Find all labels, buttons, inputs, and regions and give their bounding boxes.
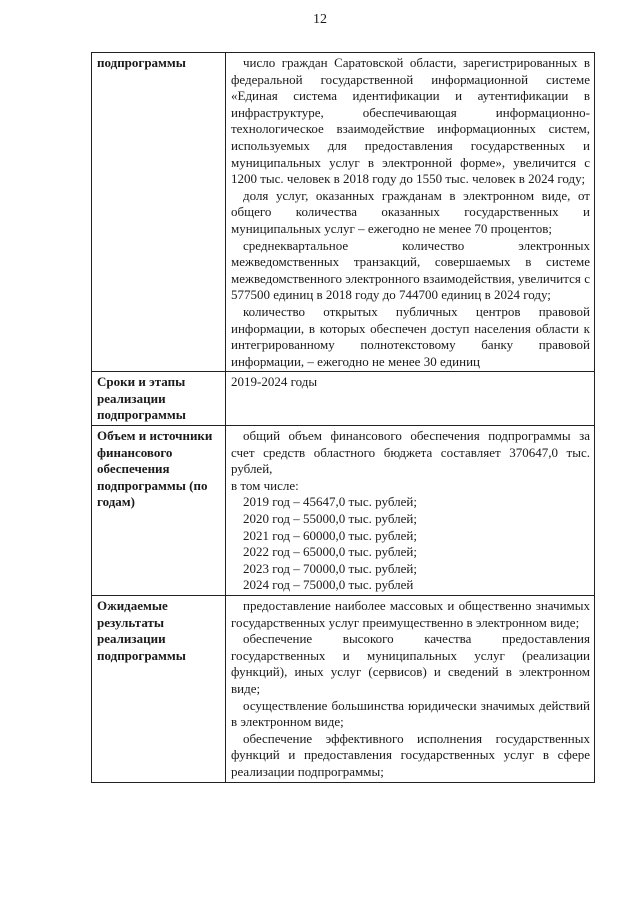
results-content (226, 596, 595, 783)
row-label-timeline: Сроки и этапы реализации подпрограммы (92, 372, 226, 426)
timeline-value: 2019-2024 годы (231, 374, 318, 390)
row-label-indicators: подпрограммы (92, 53, 226, 372)
funding-year: 2021 год – 60000,0 тыс. рублей; (243, 527, 417, 543)
result-paragraph: обеспечение эффективного исполнения государственных функций и предоставления государственных услуг в сфере реализации подпрограммы; (231, 730, 590, 779)
indicator-paragraph: число граждан Саратовской области, зарегистрированных в федеральной государственной информационной системе «Единая система идентификации и аутентификации в инфраструктуре, обеспечивающая информационно-технологическое взаимодействие информационных систем, используемых для предоставления государственных и муниципальных услуг в электронной форме», увеличится с 1200 тыс. человек в 2018 году до 1550 тыс. человек в 2024 году; (231, 55, 590, 187)
result-paragraph: обеспечение высокого качества предоставления государственных и муниципальных услуг (реализации функций), иных услуг (сервисов) и сведений в электронном виде; (231, 631, 590, 696)
funding-intro: общий объем финансового обеспечения подпрограммы за счет средств областного бюджета составляет 370647,0 тыс. рублей, (231, 428, 590, 477)
funding-year: 2019 год – 45647,0 тыс. рублей; (243, 494, 417, 510)
result-paragraph: осуществление большинства юридически значимых действий в электронном виде; (231, 697, 590, 730)
table-row-funding (92, 426, 595, 596)
funding-year: 2023 год – 70000,0 тыс. рублей; (243, 560, 417, 576)
funding-content (226, 426, 595, 596)
row-label-results: Ожидаемые результаты реализации подпрограммы (92, 596, 226, 783)
funding-year: 2022 год – 65000,0 тыс. рублей; (243, 544, 417, 560)
table-row-timeline (92, 372, 595, 426)
result-paragraph: предоставление наиболее массовых и общественно значимых государственных услуг преимущественно в электронном виде; (231, 598, 590, 630)
subprogram-passport-table (91, 52, 595, 783)
row-label-funding: Объем и источники финансового обеспечения подпрограммы (по годам) (92, 426, 226, 596)
table-row-indicators (92, 53, 595, 372)
indicators-content (226, 53, 595, 372)
indicator-paragraph: количество открытых публичных центров правовой информации, в которых обеспечен доступ населения области к интегрированному полнотекстовому банку правовой информации, – ежегодно не менее 30 единиц (231, 303, 590, 369)
indicator-paragraph: доля услуг, оказанных гражданам в электронном виде, от общего количества оказанных государственных и муниципальных услуг – ежегодно не менее 70 процентов; (231, 187, 590, 236)
funding-year: 2020 год – 55000,0 тыс. рублей; (243, 511, 417, 527)
funding-sub-intro: в том числе: (231, 477, 299, 493)
timeline-content (226, 372, 595, 426)
indicator-paragraph: среднеквартальное количество электронных межведомственных транзакций, совершаемых в системе межведомственного электронного взаимодействия, увеличится с 577500 единиц в 2018 году до 744700 единиц в 2024 году; (231, 237, 590, 303)
page-number: 12 (313, 12, 327, 27)
funding-year: 2024 год – 75000,0 тыс. рублей (243, 577, 414, 593)
table-row-results (92, 596, 595, 783)
